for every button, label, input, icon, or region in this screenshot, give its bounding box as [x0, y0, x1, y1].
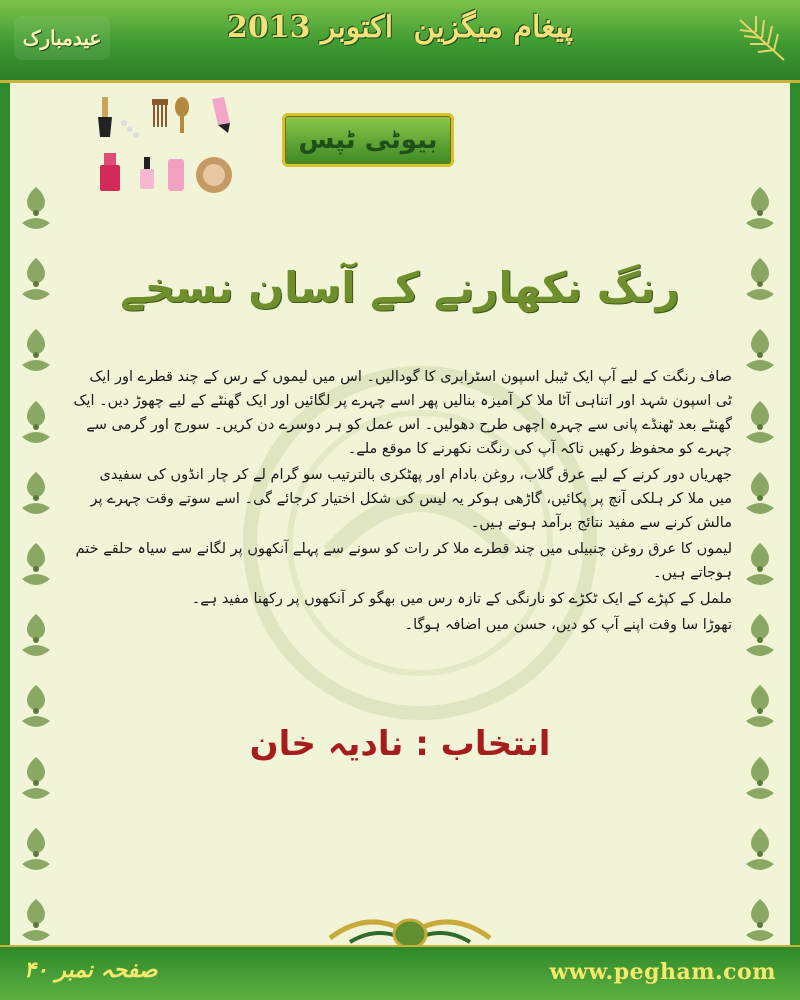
- floral-border-ornament-icon: [14, 610, 58, 668]
- magazine-title: [0, 10, 800, 45]
- article-paragraph: جھریاں دور کرنے کے لیے عرق گلاب، روغن بادام اور پھٹکری بالترتیب سو گرام لے کر چار انڈوں کی سفیدی میں ملا کر ہلکی آنچ پر پکائیں، گاڑھی ہوکر یہ لیس کی شکل اختیار کرجائے گی۔ اسے سوتے وقت چہرے پر مالش کرنے سے مفید نتائج برآمد ہوتے ہیں۔: [90, 467, 732, 531]
- article-author: انتخاب : نادیہ خان: [249, 724, 551, 764]
- floral-border-ornament-icon: [738, 183, 782, 241]
- magazine-name: پیغام میگزین: [413, 10, 573, 45]
- floral-border-ornament-icon: [738, 610, 782, 668]
- cosmetics-icon: [88, 93, 248, 211]
- floral-border-ornament-icon: [14, 183, 58, 241]
- floral-border-ornament-icon: [738, 397, 782, 455]
- floral-border-ornament-icon: [14, 468, 58, 526]
- floral-border-ornament-icon: [14, 753, 58, 811]
- left-floral-border: [14, 183, 62, 953]
- floral-border-ornament-icon: [14, 824, 58, 882]
- article-paragraph: ململ کے کپڑے کے ایک ٹکڑے کو نارنگی کے تازہ رس میں بھگو کر آنکھوں پر رکھنا مفید ہے۔: [191, 591, 732, 607]
- right-floral-border: [738, 183, 786, 953]
- floral-border-ornament-icon: [738, 254, 782, 312]
- issue-date: اکتوبر 2013: [227, 10, 394, 45]
- floral-border-ornament-icon: [14, 539, 58, 597]
- floral-border-ornament-icon: [738, 325, 782, 383]
- header-band: [0, 0, 800, 83]
- article-paragraph: تھوڑا سا وقت اپنے آپ کو دیں، حسن میں اضافہ ہوگا۔: [404, 617, 732, 633]
- article-body: [72, 365, 732, 639]
- article-paragraph: صاف رنگت کے لیے آپ ایک ٹیبل اسپون اسٹرابری کا گودالیں۔ اس میں لیموں کے رس کے چند قطرے اور ایک ٹی اسپون شہد اور اتناہی آٹا ملا کر آمیزہ بنالیں پھر اسے چہرے پر لگائیں اور ایک گھنٹے کے لیے چھوڑ دیں۔ ایک گھنٹے بعد ٹھنڈے پانی سے چہرہ اچھی طرح دھولیں۔ اس عمل کو ہر دوسرے دن کریں۔ سورج اور گرمی سے چہرے کو محفوظ رکھیں تاکہ آپ کی رنگت نکھرنے کا موقع ملے۔: [73, 369, 732, 457]
- floral-border-ornament-icon: [738, 753, 782, 811]
- floral-border-ornament-icon: [14, 325, 58, 383]
- palm-leaf-icon: [734, 12, 790, 64]
- article-paragraph: لیموں کا عرق روغن چنبیلی میں چند قطرے ملا کر رات کو سونے سے پہلے آنکھوں پر لگانے سے سیاہ حلقے ختم ہوجاتے ہیں۔: [75, 541, 732, 581]
- floral-border-ornament-icon: [738, 539, 782, 597]
- beauty-tips-label: بیوٹی ٹپس: [282, 113, 454, 167]
- footer-band: [0, 945, 800, 1000]
- article-title: رنگ نکھارنے کے آسان نسخے: [120, 263, 680, 312]
- floral-border-ornament-icon: [14, 254, 58, 312]
- website-link[interactable]: www.pegham.com: [549, 959, 776, 985]
- floral-border-ornament-icon: [738, 468, 782, 526]
- floral-border-ornament-icon: [738, 824, 782, 882]
- floral-border-ornament-icon: [738, 681, 782, 739]
- page-number: صفحہ نمبر ۴۰: [24, 957, 158, 983]
- eid-mubarak-text: عیدمبارک: [22, 26, 102, 50]
- floral-border-ornament-icon: [14, 397, 58, 455]
- content-panel: [10, 83, 790, 945]
- floral-border-ornament-icon: [14, 681, 58, 739]
